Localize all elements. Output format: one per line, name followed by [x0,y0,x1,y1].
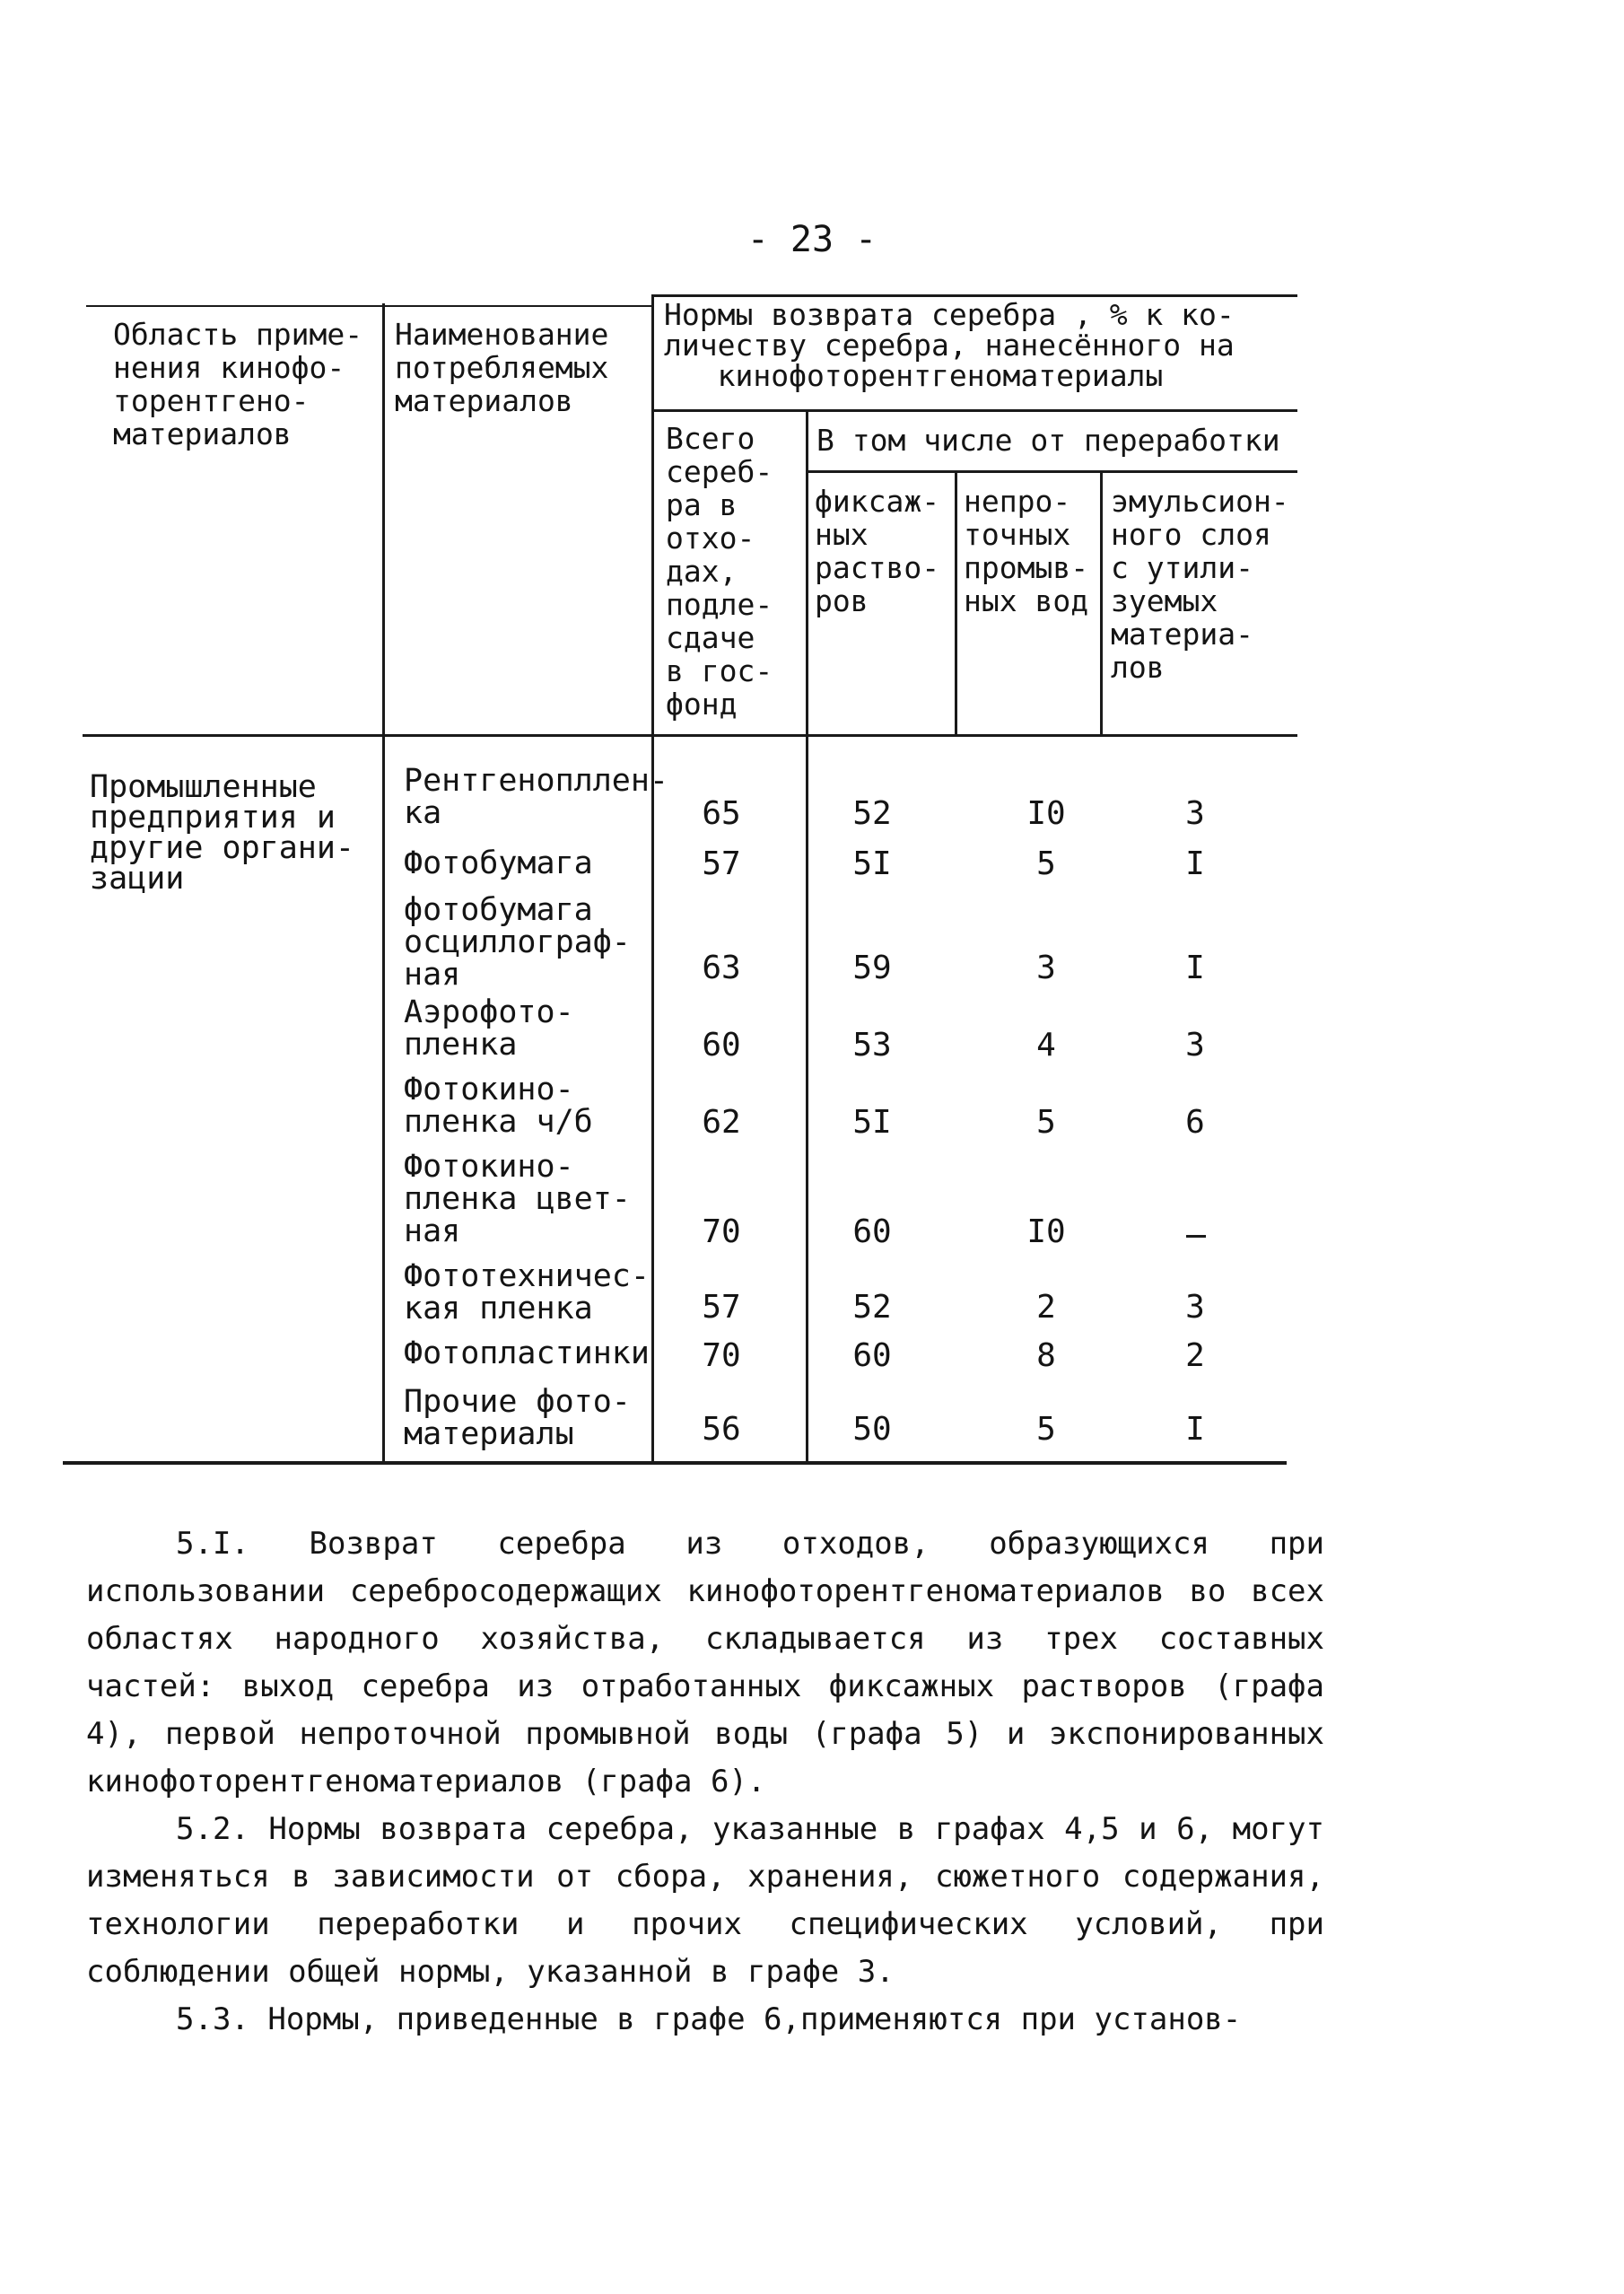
header-total-silver: Всего сереб- ра в отхо- дах, подле- сдаче в гос- фонд [666,421,773,722]
total-value: 57 [702,1289,741,1326]
wash-value: 4 [1036,1027,1056,1064]
fixing-value: 52 [852,1289,892,1326]
wash-value: 3 [1036,950,1056,986]
fixing-value: 5I [852,1104,892,1141]
emulsion-value: 6 [1185,1104,1205,1141]
total-value: 56 [702,1411,741,1448]
header-wash-water: непро- точных промыв- ных вод [964,484,1089,618]
header-left-top-rule [86,305,651,307]
fixing-value: 52 [852,795,892,832]
material-name: фотобумага осциллограф- ная [404,892,631,993]
col-divider-5 [1100,472,1103,736]
material-name: Фототехничес- кая пленка [404,1258,650,1326]
col-divider-3 [806,411,808,1463]
paragraph-5-1: 5.I. Возврат серебра из отходов, образующихся при использовании серебросодержащих кинофоторентгеноматериалов во всех областях народного хозяйства, складывается из трех составных частей: выход серебра из отработанных фиксажных растворов (графа 4), первой непроточной промывной воды (графа 5) и экспонированных кинофоторентгеноматериалов (графа 6). [86,1526,1324,1799]
header-bottom-rule [83,734,1297,737]
total-value: 70 [702,1213,741,1250]
total-value: 63 [702,950,741,986]
col-divider-2 [651,294,654,1463]
emulsion-value [1141,1213,1249,1250]
material-name: Аэрофото- пленка [404,994,574,1063]
material-name: Фотопластинки [404,1335,650,1371]
total-value: 70 [702,1337,741,1374]
header-emulsion-layer: эмульсион- ного слоя с утили- зуемых материа- лов [1111,484,1289,685]
emulsion-value: 3 [1185,795,1205,832]
total-value: 57 [702,845,741,882]
header-return-norms: Нормы возврата серебра , % к ко- личеству серебра, нанесённого на кинофоторентгеноматериалы [664,297,1235,393]
wash-value: 8 [1036,1337,1056,1374]
table-bottom-rule [63,1461,1287,1465]
material-name: Рентгенопллен- ка [404,763,669,831]
wash-value: 5 [1036,1104,1056,1141]
emulsion-value: I [1185,845,1205,882]
wash-value: 5 [1036,845,1056,882]
fixing-value: 60 [852,1213,892,1250]
header-fixing-solutions: фиксаж- ных раство- ров [815,484,940,618]
paragraph-5-2: 5.2. Нормы возврата серебра, указанные в графах 4,5 и 6, могут изменяться в зависимости от сбора, хранения, сюжетного содержания, технологии переработки и прочих специфических условий, при соблюдении общей нормы, указанной в графе 3. [86,1811,1324,1990]
wash-value: 2 [1036,1289,1056,1326]
total-value: 62 [702,1104,741,1141]
emulsion-value: 2 [1185,1337,1205,1374]
group-header-rule [651,409,1297,412]
wash-value: I0 [1026,1213,1066,1250]
col-divider-1 [382,303,385,1463]
total-value: 60 [702,1027,741,1064]
col-divider-4 [955,472,957,736]
application-area: Промышленные предприятия и другие органи- зации [90,769,355,897]
wash-value: I0 [1026,795,1066,832]
material-name: Фотобумага [404,845,593,881]
emulsion-value: I [1185,1411,1205,1448]
page-number: - 23 - [747,219,877,260]
wash-value: 5 [1036,1411,1056,1448]
fixing-value: 60 [852,1337,892,1374]
emulsion-dash [1186,1235,1206,1238]
fixing-value: 53 [852,1027,892,1064]
fixing-value: 5I [852,845,892,882]
emulsion-value: 3 [1185,1027,1205,1064]
material-name: Фотокино- пленка ч/б [404,1072,593,1140]
body-text [86,1520,1324,2044]
material-name: Прочие фото- материалы [404,1384,631,1452]
total-value: 65 [702,795,741,832]
fixing-value: 50 [852,1411,892,1448]
emulsion-value: 3 [1185,1289,1205,1326]
paragraph-5-3: 5.3. Нормы, приведенные в графе 6,применяются при установ- [176,2001,1242,2037]
material-name: Фотокино- пленка цвет- ная [404,1149,631,1249]
emulsion-value: I [1185,950,1205,986]
header-material-name: Наименование потребляемых материалов [395,317,609,418]
header-application-area: Область приме- нения кинофо- торентгено- материалов [113,317,363,451]
header-processing: В том числе от переработки [816,423,1280,458]
fixing-value: 59 [852,950,892,986]
subgroup-header-rule [808,470,1297,473]
